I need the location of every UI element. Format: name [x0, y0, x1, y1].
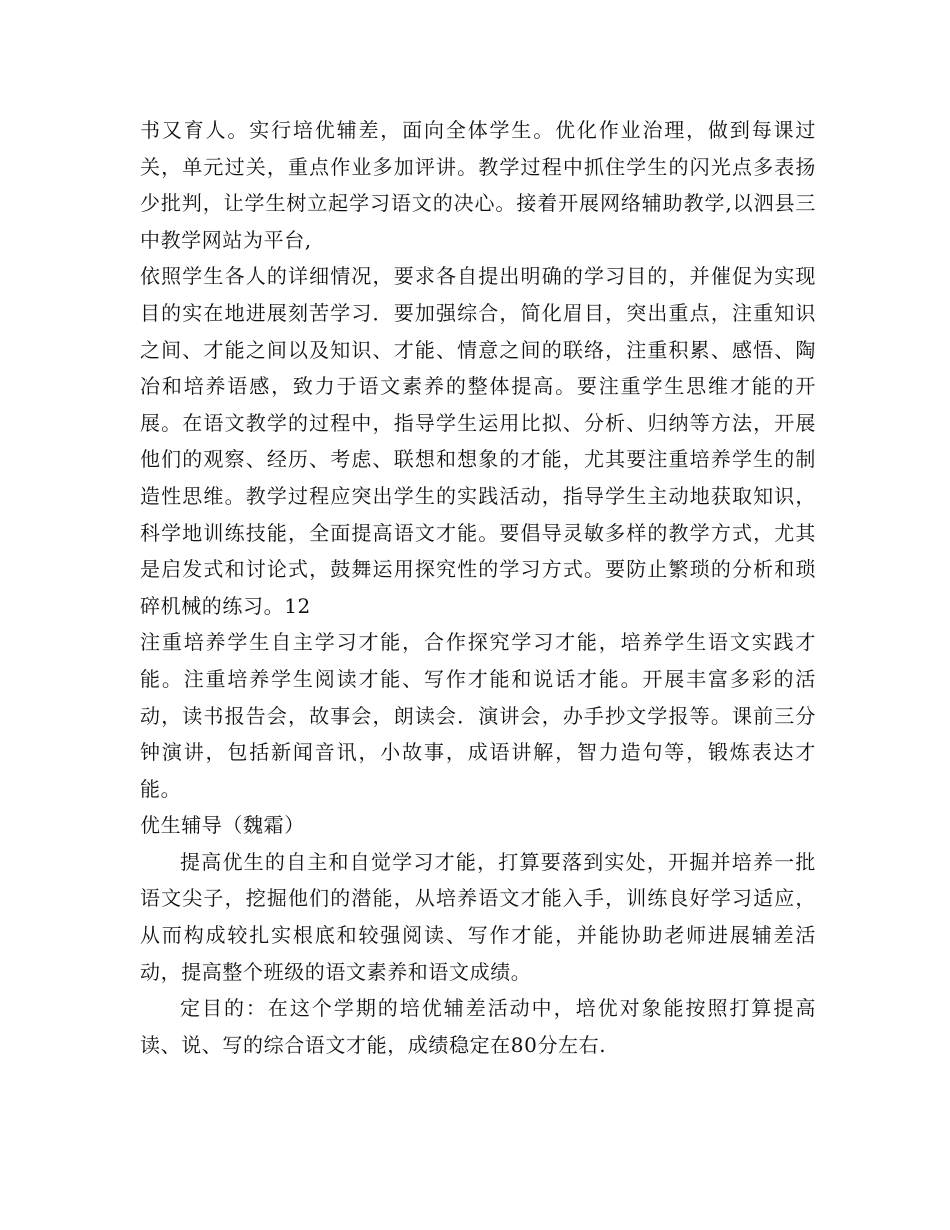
paragraph-set-goals: 定目的：在这个学期的培优辅差活动中，培优对象能按照打算提高读、说、写的综合语文才能，成绩稳定在80分左右. — [140, 996, 816, 1057]
paragraph-autonomous-learning: 注重培养学生自主学习才能，合作探究学习才能，培养学生语文实践才能。注重培养学生阅读才能、写作才能和说话才能。开展丰富多彩的活动，读书报告会，故事会，朗读会．演讲会，办手抄文学报等。课前三分钟演讲，包括新闻音讯，小故事，成语讲解，智力造句等，锻炼表达才能。 — [140, 630, 816, 801]
section-heading-top-student-tutoring: 优生辅导（魏霜） — [140, 813, 305, 838]
paragraph-top-student-plan: 提高优生的自主和自觉学习才能，打算要落到实处，开掘并培养一批语文尖子，挖掘他们的潜能，从培养语文才能入手，训练良好学习适应，从而构成较扎实根底和较强阅读、写作才能，并能协助老师进展辅差活动，提高整个班级的语文素养和语文成绩。 — [140, 849, 816, 984]
paragraph-student-goals: 依照学生各人的详细情况，要求各自提出明确的学习目的，并催促为实现目的实在地进展刻苦学习．要加强综合，简化眉目，突出重点，注重知识之间、才能之间以及知识、才能、情意之间的联络，注重积累、感悟、陶冶和培养语感，致力于语文素养的整体提高。要注重学生思维才能的开展。在语文教学的过程中，指导学生运用比拟、分析、归纳等方法，开展他们的观察、经历、考虑、联想和想象的才能，尤其要注重培养学生的制造性思维。教学过程应突出学生的实践活动，指导学生主动地获取知识，科学地训练技能，全面提高语文才能。要倡导灵敏多样的教学方式，尤其是启发式和讨论式，鼓舞运用探究性的学习方式。要防止繁琐的分析和琐碎机械的练习。12 — [140, 264, 816, 618]
paragraph-teaching-methods: 书又育人。实行培优辅差，面向全体学生。优化作业治理，做到每课过关，单元过关，重点作业多加评讲。教学过程中抓住学生的闪光点多表扬少批判，让学生树立起学习语文的决心。接着开展网络辅助教学,以泗县三中教学网站为平台, — [140, 118, 816, 252]
document-body — [140, 112, 816, 1063]
